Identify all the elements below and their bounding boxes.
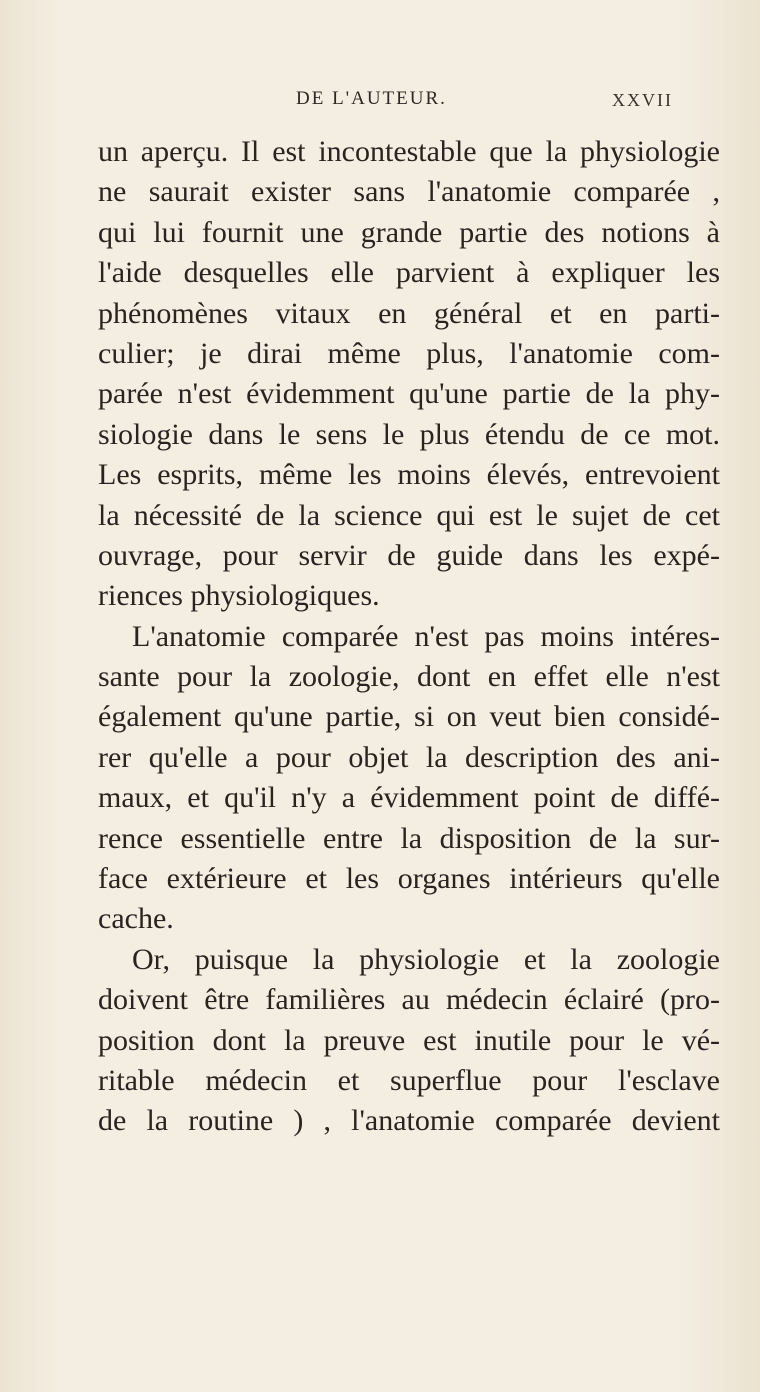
text-line: culier; je dirai même plus, l'anatomie com- — [98, 336, 720, 370]
text-line: rence essentielle entre la disposition de la sur- — [98, 821, 720, 855]
text-line: phénomènes vitaux en général et en parti- — [98, 296, 720, 330]
text-line: l'aide desquelles elle parvient à expliquer les — [98, 256, 720, 290]
text-line: cache. — [98, 902, 174, 936]
text-line: également qu'une partie, si on veut bien considé- — [98, 700, 720, 734]
text-line: position dont la preuve est inutile pour le vé- — [98, 1023, 720, 1057]
text-line: L'anatomie comparée n'est pas moins intéres- — [132, 619, 720, 653]
text-line: maux, et qu'il n'y a évidemment point de diffé- — [98, 781, 720, 815]
page-header — [0, 82, 760, 122]
text-line: de la routine ) , l'anatomie comparée devient — [98, 1104, 720, 1138]
text-line: sante pour la zoologie, dont en effet elle n'est — [98, 660, 720, 694]
text-line: la nécessité de la science qui est le sujet de cet — [98, 498, 720, 532]
text-line: un aperçu. Il est incontestable que la physiologie — [98, 135, 720, 168]
text-line: riences physiologiques. — [98, 579, 380, 613]
text-line: Or, puisque la physiologie et la zoologie — [132, 942, 720, 976]
text-line: qui lui fournit une grande partie des notions à — [98, 215, 720, 249]
text-line: ne saurait exister sans l'anatomie comparée , — [98, 175, 720, 209]
text-line: ritable médecin et superflue pour l'esclave — [98, 1063, 720, 1097]
text-line: siologie dans le sens le plus étendu de ce mot. — [98, 417, 720, 451]
running-head: DE L'AUTEUR. — [296, 88, 447, 109]
text-line: Les esprits, même les moins élevés, entrevoient — [98, 458, 720, 492]
text-line: face extérieure et les organes intérieurs qu'elle — [98, 862, 720, 896]
body-text — [98, 132, 720, 1142]
text-line: rer qu'elle a pour objet la description des ani- — [98, 740, 720, 774]
text-line: doivent être familières au médecin éclairé (pro- — [98, 983, 720, 1017]
text-line: ouvrage, pour servir de guide dans les expé- — [98, 538, 720, 572]
page-number: XXVII — [612, 90, 673, 110]
text-line: parée n'est évidemment qu'une partie de la phy- — [98, 377, 720, 411]
